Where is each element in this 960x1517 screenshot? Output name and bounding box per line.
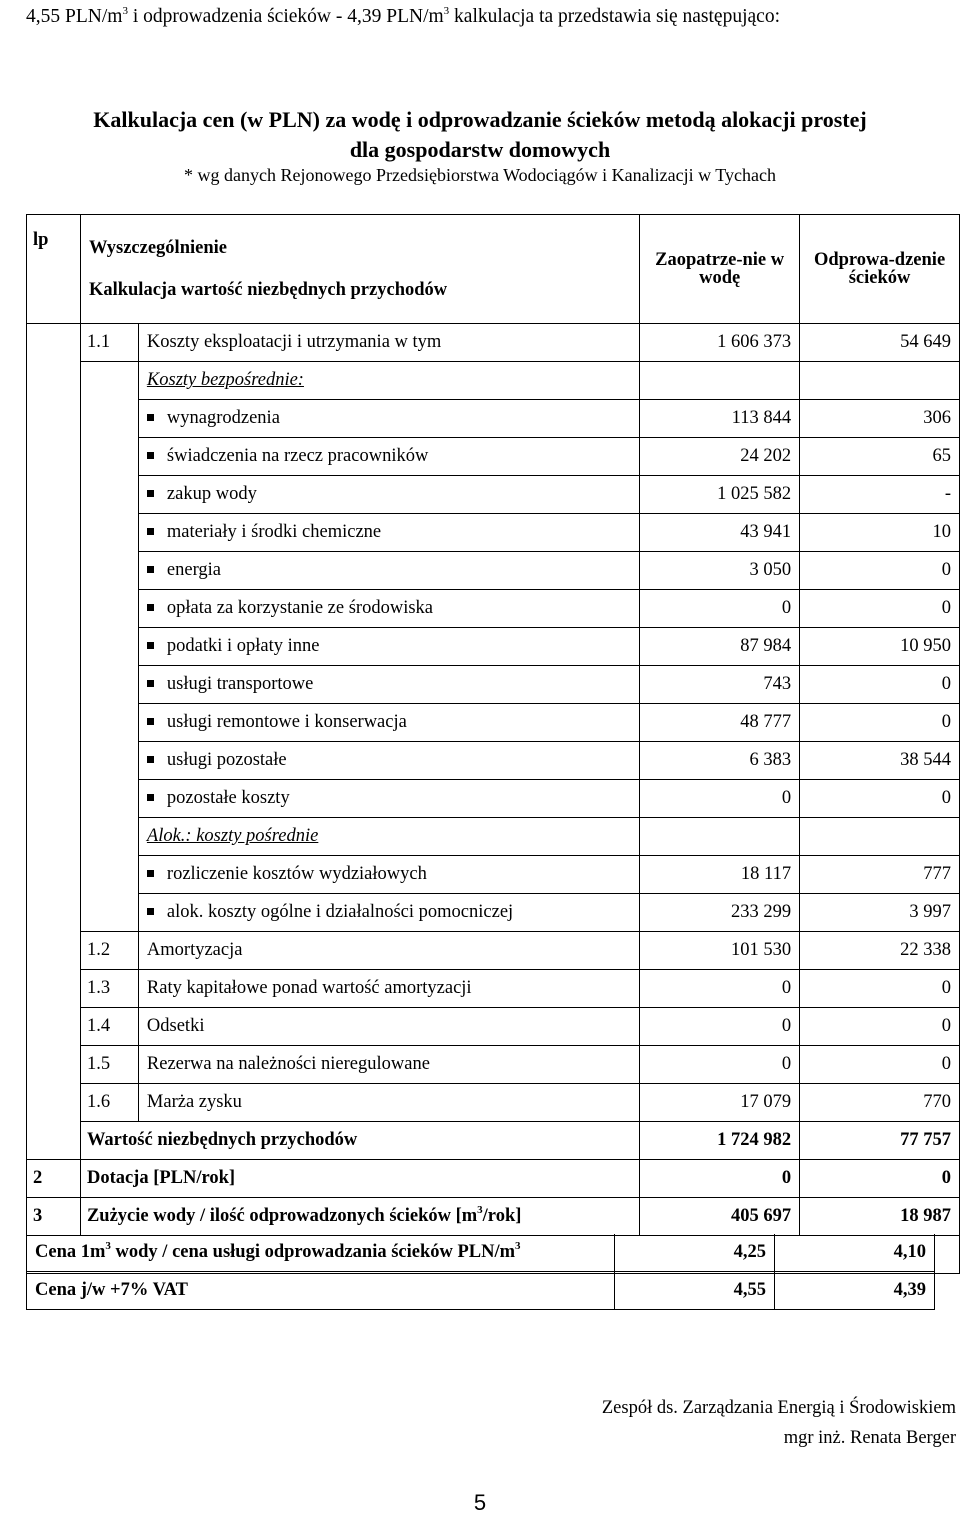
- sewage-value: 54 649: [800, 324, 960, 362]
- table-row: [27, 970, 960, 1008]
- water-value: 0: [640, 1008, 800, 1046]
- indirect-costs-label: Alok.: koszty pośrednie: [146, 826, 319, 847]
- table-row: [27, 514, 960, 552]
- sewage-value: 0: [800, 666, 960, 704]
- sewage-value: 38 544: [800, 742, 960, 780]
- price-water: 4,25: [615, 1234, 775, 1272]
- sewage-value: 77 757: [800, 1122, 960, 1160]
- sewage-value: 18 987: [800, 1198, 960, 1236]
- water-value: 743: [640, 666, 800, 704]
- row-label: Koszty eksploatacji i utrzymania w tym: [138, 324, 639, 362]
- water-value: 43 941: [640, 514, 800, 552]
- water-value: 48 777: [640, 704, 800, 742]
- total-label: Wartość niezbędnych przychodów: [80, 1122, 639, 1160]
- direct-costs-label: Koszty bezpośrednie:: [146, 370, 304, 391]
- lp-cell-1: [27, 324, 81, 1160]
- header-water-supply: Zaopatrze-nie w wodę: [640, 215, 800, 324]
- water-value: [640, 362, 800, 400]
- table-row: [27, 1198, 960, 1236]
- row-label-b: /rok]: [482, 1206, 522, 1227]
- table-row: [27, 590, 960, 628]
- calculation-title: Kalkulacja cen (w PLN) za wodę i odprowadzanie ścieków metodą alokacji prostej: [93, 107, 867, 132]
- water-value: 1 025 582: [640, 476, 800, 514]
- row-label: [138, 818, 639, 856]
- table-row: [27, 780, 960, 818]
- price-label: [27, 1234, 615, 1272]
- row-label: [138, 362, 639, 400]
- table-row: [27, 856, 960, 894]
- table-header-row: [27, 215, 960, 324]
- row-lp: 2: [27, 1160, 81, 1198]
- price-sup-2: 3: [515, 1239, 521, 1252]
- sewage-value: -: [800, 476, 960, 514]
- row-label: świadczenia na rzecz pracowników: [138, 438, 639, 476]
- sewage-value: 777: [800, 856, 960, 894]
- water-value: 113 844: [640, 400, 800, 438]
- row-label: Raty kapitałowe ponad wartość amortyzacji: [138, 970, 639, 1008]
- price-vat-sewage: 4,39: [775, 1272, 935, 1310]
- intro-text-2: i odprowadzenia ścieków - 4,39 PLN/m: [127, 6, 444, 27]
- header-lp: lp: [27, 215, 81, 324]
- row-number: [80, 362, 138, 932]
- table-row-total: [27, 1122, 960, 1160]
- page-number: 5: [473, 1490, 487, 1515]
- row-label: Odsetki: [138, 1008, 639, 1046]
- sewage-value: 10: [800, 514, 960, 552]
- row-label: opłata za korzystanie ze środowiska: [138, 590, 639, 628]
- row-label: Rezerwa na należności nieregulowane: [138, 1046, 639, 1084]
- sewage-value: 0: [800, 590, 960, 628]
- sewage-value: 0: [800, 970, 960, 1008]
- water-value: 0: [640, 590, 800, 628]
- price-row: [27, 1234, 935, 1272]
- table-row: [27, 438, 960, 476]
- intro-text-3: kalkulacja ta przedstawia się następująco:: [449, 6, 780, 27]
- row-label: usługi transportowe: [138, 666, 639, 704]
- water-value: 24 202: [640, 438, 800, 476]
- table-row: [27, 1084, 960, 1122]
- price-label-b: wody / cena usługi odprowadzania ścieków PLN/m: [110, 1242, 516, 1262]
- row-number: 1.5: [80, 1046, 138, 1084]
- sewage-value: 0: [800, 1008, 960, 1046]
- header-sewage-disposal: Odprowa-dzenie ścieków: [800, 215, 960, 324]
- price-label-a: Cena 1m: [35, 1242, 106, 1262]
- sewage-value: 65: [800, 438, 960, 476]
- intro-text-1: 4,55 PLN/m: [26, 6, 123, 27]
- intro-paragraph: [26, 0, 936, 33]
- header-desc-line1: Wyszczególnienie: [88, 237, 227, 258]
- water-value: 1 606 373: [640, 324, 800, 362]
- row-number: 1.1: [80, 324, 138, 362]
- table-row: [27, 476, 960, 514]
- sewage-value: 22 338: [800, 932, 960, 970]
- sewage-value: 0: [800, 1160, 960, 1198]
- water-value: 87 984: [640, 628, 800, 666]
- row-label: Dotacja [PLN/rok]: [80, 1160, 639, 1198]
- table-row: [27, 666, 960, 704]
- sewage-value: 306: [800, 400, 960, 438]
- data-source-note: * wg danych Rejonowego Przedsiębiorstwa Wodociągów i Kanalizacji w Tychach: [184, 165, 776, 185]
- table-row: [27, 552, 960, 590]
- sewage-value: 0: [800, 552, 960, 590]
- price-table: [26, 1234, 935, 1310]
- header-desc-line2: Kalkulacja wartość niezbędnych przychodów: [88, 280, 448, 300]
- water-value: 101 530: [640, 932, 800, 970]
- table-row: [27, 400, 960, 438]
- intro-sup-2: 3: [443, 4, 450, 17]
- water-value: 18 117: [640, 856, 800, 894]
- sewage-value: 10 950: [800, 628, 960, 666]
- table-row: [27, 628, 960, 666]
- row-label: materiały i środki chemiczne: [138, 514, 639, 552]
- row-label: zakup wody: [138, 476, 639, 514]
- row-label: usługi remontowe i konserwacja: [138, 704, 639, 742]
- table-row: [27, 894, 960, 932]
- row-label-sup: 3: [477, 1204, 483, 1217]
- table-row: [27, 1046, 960, 1084]
- water-value: [640, 818, 800, 856]
- sewage-value: 770: [800, 1084, 960, 1122]
- row-number: 1.4: [80, 1008, 138, 1046]
- row-label: wynagrodzenia: [138, 400, 639, 438]
- sewage-value: 3 997: [800, 894, 960, 932]
- water-value: 0: [640, 780, 800, 818]
- table-row: [27, 742, 960, 780]
- water-value: 1 724 982: [640, 1122, 800, 1160]
- signature-author: mgr inż. Renata Berger: [783, 1428, 956, 1448]
- row-label: rozliczenie kosztów wydziałowych: [138, 856, 639, 894]
- row-label: [80, 1198, 639, 1236]
- sewage-value: 0: [800, 704, 960, 742]
- water-value: 3 050: [640, 552, 800, 590]
- price-sup-1: 3: [105, 1239, 111, 1252]
- row-label-a: Zużycie wody / ilość odprowadzonych ścieków [m: [86, 1206, 478, 1227]
- row-number: 1.6: [80, 1084, 138, 1122]
- table-row: [27, 1008, 960, 1046]
- row-label: Amortyzacja: [138, 932, 639, 970]
- water-value: 0: [640, 1160, 800, 1198]
- row-label: alok. koszty ogólne i działalności pomocniczej: [138, 894, 639, 932]
- price-vat-label: Cena j/w +7% VAT: [27, 1272, 615, 1310]
- table-row: [27, 1160, 960, 1198]
- calculation-subtitle: dla gospodarstw domowych: [349, 137, 611, 162]
- price-sewage: 4,10: [775, 1234, 935, 1272]
- sewage-value: [800, 362, 960, 400]
- water-value: 0: [640, 1046, 800, 1084]
- row-number: 1.2: [80, 932, 138, 970]
- water-value: 6 383: [640, 742, 800, 780]
- table-row: [27, 704, 960, 742]
- row-number: 1.3: [80, 970, 138, 1008]
- intro-sup-1: 3: [122, 4, 128, 17]
- water-value: 233 299: [640, 894, 800, 932]
- table-row: [27, 362, 960, 400]
- header-description: [80, 215, 639, 324]
- table-row: [27, 324, 960, 362]
- water-value: 0: [640, 970, 800, 1008]
- sewage-value: [800, 818, 960, 856]
- row-label: usługi pozostałe: [138, 742, 639, 780]
- sewage-value: 0: [800, 1046, 960, 1084]
- row-label: Marża zysku: [138, 1084, 639, 1122]
- signature-team: Zespół ds. Zarządzania Energią i Środowiskiem: [601, 1398, 956, 1418]
- cost-calculation-table: [26, 214, 960, 1274]
- row-label: pozostałe koszty: [138, 780, 639, 818]
- water-value: 17 079: [640, 1084, 800, 1122]
- price-vat-water: 4,55: [615, 1272, 775, 1310]
- sewage-value: 0: [800, 780, 960, 818]
- row-lp: 3: [27, 1198, 81, 1236]
- table-row: [27, 932, 960, 970]
- price-row-vat: [27, 1272, 935, 1310]
- row-label: energia: [138, 552, 639, 590]
- table-row: [27, 818, 960, 856]
- row-label: podatki i opłaty inne: [138, 628, 639, 666]
- water-value: 405 697: [640, 1198, 800, 1236]
